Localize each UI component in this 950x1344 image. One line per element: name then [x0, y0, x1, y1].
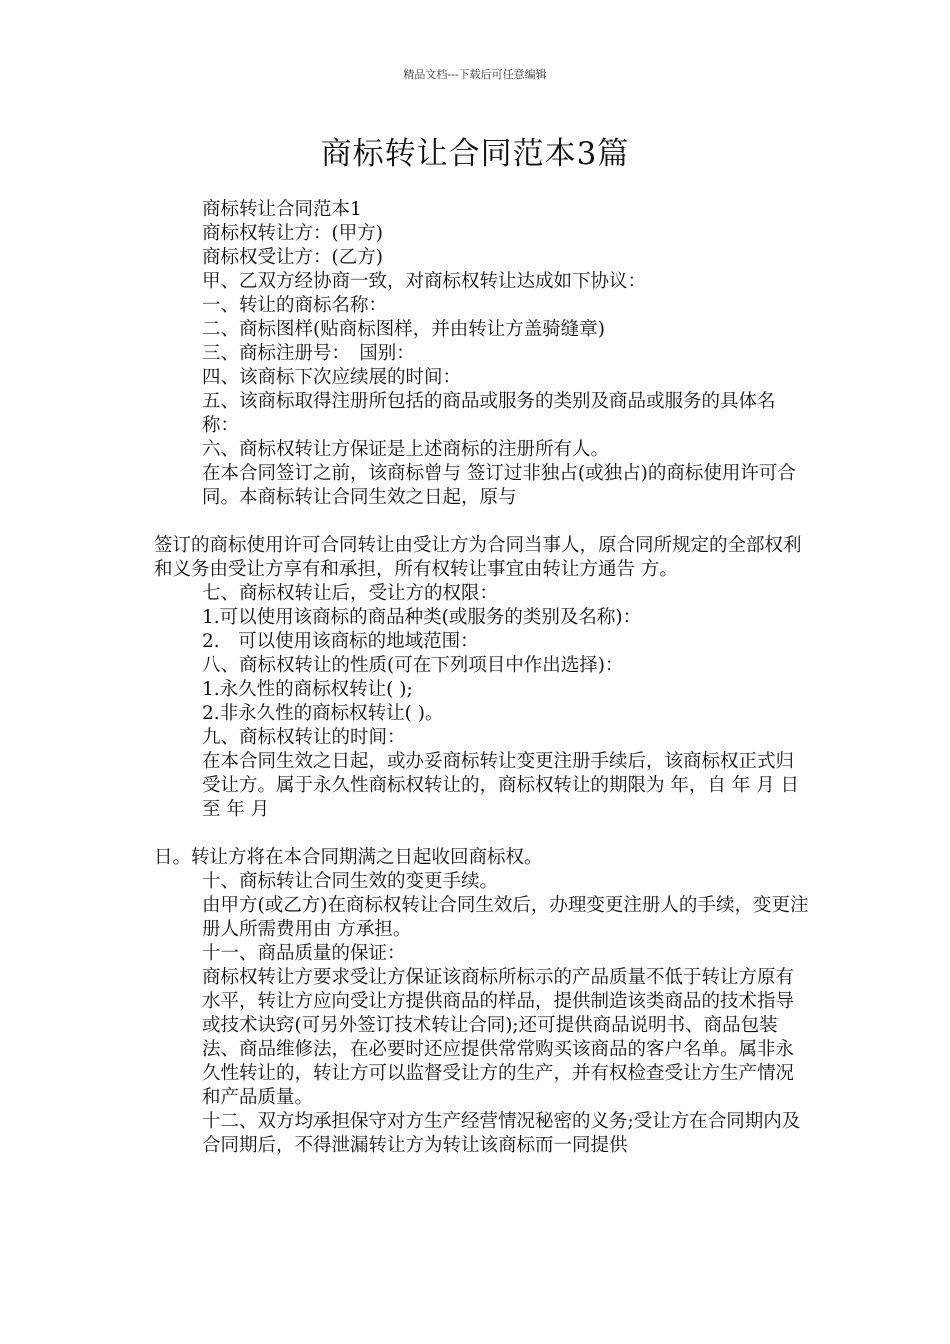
paragraph: 六、商标权转让方保证是上述商标的注册所有人。 [202, 439, 610, 460]
paragraph: 商标权受让方：(乙方) [202, 247, 383, 268]
paragraph: 甲、乙双方经协商一致，对商标权转让达成如下协议： [202, 271, 647, 292]
header-note: 精品文档---下载后可任意编辑 [403, 68, 547, 81]
paragraph: 十二、双方均承担保守对方生产经营情况秘密的义务;受让方在合同期内及合同期后，不得泄漏转让方为转让该商标而一同提供 [202, 1111, 801, 1156]
paragraph: 商标权转让方要求受让方保证该商标所标示的产品质量不低于转让方原有水平，转让方应向受让方提供商品的样品，提供制造该类商品的技术指导或技术诀窍(可另外签订技术转让合同);还可提供商品说明书、商品包装法、商品维修法，在必要时还应提供常常购买该商品的客户名单。属非永久性转让的，转让方可以监督受让方的生产，并有权检查受让方生产情况和产品质量。 [202, 967, 795, 1108]
paragraph: 1.可以使用该商标的商品种类(或服务的类别及名称)： [202, 607, 642, 628]
paragraph: 商标权转让方：(甲方) [202, 223, 383, 244]
paragraph: 日。转让方将在本合同期满之日起收回商标权。 [154, 847, 543, 868]
paragraph: 三、商标注册号： 国别： [202, 343, 415, 364]
document-title: 商标转让合同范本3篇 [320, 136, 630, 172]
paragraph: 签订的商标使用许可合同转让由受让方为合同当事人，原合同所规定的全部权利和义务由受让方享有和承担，所有权转让事宜由转让方通告 方。 [154, 535, 802, 580]
paragraph: 七、商标权转让后，受让方的权限： [202, 583, 499, 604]
paragraph: 十、商标转让合同生效的变更手续。 [202, 871, 499, 892]
paragraph: 一、转让的商标名称： [202, 295, 388, 316]
paragraph: 八、商标权转让的性质(可在下列项目中作出选择)： [202, 655, 624, 676]
paragraph: 1.永久性的商标权转让( ); [202, 679, 413, 700]
paragraph: 2.非永久性的商标权转让( )。 [202, 703, 444, 724]
paragraph: 十一、商品质量的保证： [202, 943, 406, 964]
paragraph: 四、该商标下次应续展的时间： [202, 367, 462, 388]
paragraph-gap [146, 822, 810, 846]
paragraph: 二、商标图样(贴商标图样，并由转让方盖骑缝章) [202, 319, 605, 340]
paragraph: 2. 可以使用该商标的地域范围： [202, 631, 479, 652]
paragraph: 商标转让合同范本1 [202, 199, 362, 220]
paragraph: 由甲方(或乙方)在商标权转让合同生效后，办理变更注册人的手续，变更注册人所需费用由 方承担。 [202, 895, 809, 940]
document-body [146, 198, 810, 1158]
paragraph: 在本合同签订之前，该商标曾与 签订过非独占(或独占)的商标使用许可合同。本商标转让合同生效之日起，原与 [202, 463, 796, 508]
paragraph: 五、该商标取得注册所包括的商品或服务的类别及商品或服务的具体名称： [202, 391, 776, 436]
paragraph: 九、商标权转让的时间： [202, 727, 406, 748]
paragraph: 在本合同生效之日起，或办妥商标转让变更注册手续后，该商标权正式归受让方。属于永久性商标权转让的，商标权转让的期限为 年，自 年 月 日至 年 月 [202, 751, 800, 820]
paragraph-gap [146, 510, 810, 534]
